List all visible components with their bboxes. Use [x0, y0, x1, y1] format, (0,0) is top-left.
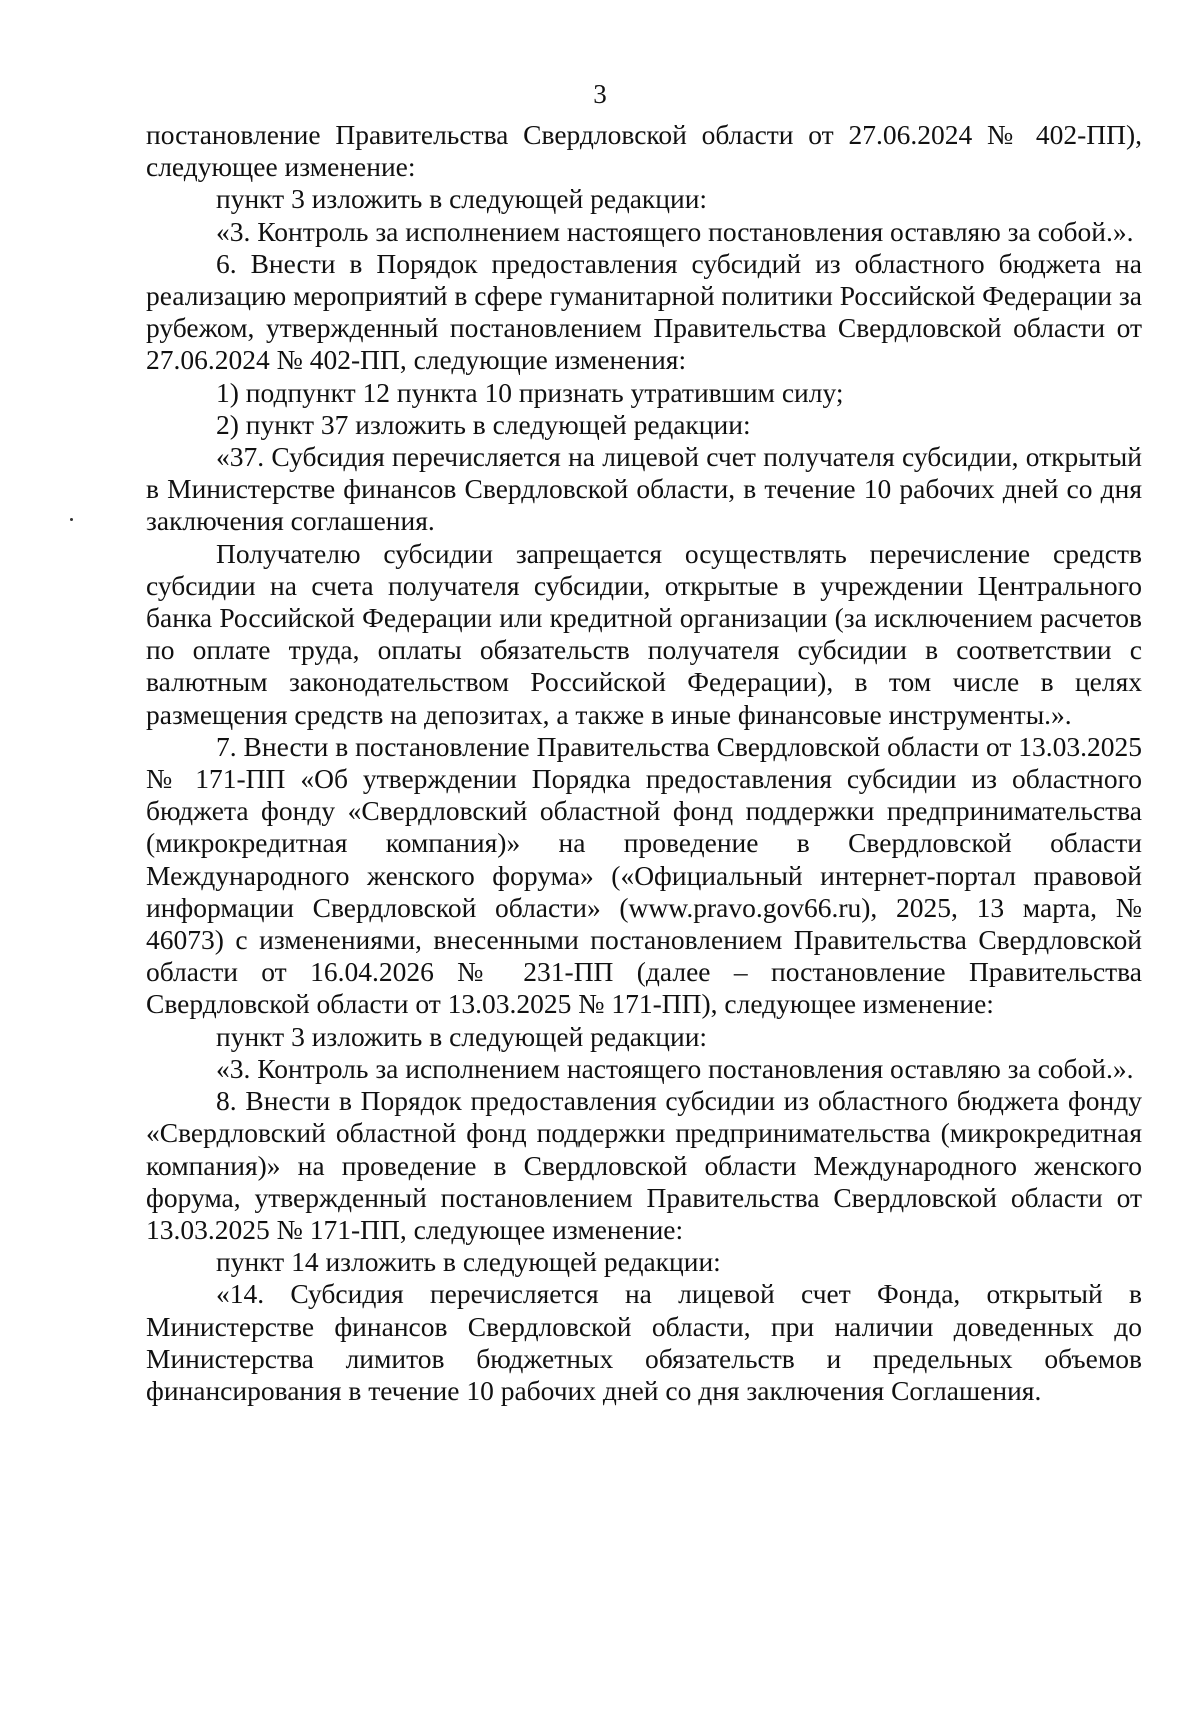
page-number: 3: [593, 79, 607, 109]
paragraph-instruction: пункт 3 изложить в следующей редакции:: [216, 183, 708, 215]
paragraph-quoted-clause: «3. Контроль за исполнением настоящего постановления оставляю за собой.».: [216, 1052, 1134, 1084]
paragraph-quoted-clause-37: «37. Субсидия перечисляется на лицевой счет получателя субсидии, открытый в Министерстве финансов Свердловской области, в течение 10 рабочих дней со дня заключения соглашения.: [146, 441, 1142, 537]
paragraph-instruction: пункт 3 изложить в следующей редакции:: [216, 1020, 708, 1052]
paragraph-continuation: постановление Правительства Свердловской области от 27.06.2024 № 402-ПП), следующее изменение:: [146, 119, 1142, 183]
paragraph-subitem-1: 1) подпункт 12 пункта 10 признать утратившим силу;: [216, 376, 844, 408]
paragraph-item-7: 7. Внести в постановление Правительства Свердловской области от 13.03.2025 № 171-ПП «Об утверждении Порядка предоставления субсидии из областного бюджета фонду «Свердловский областной фонд поддержки предпринимательства (микрокредитная компания)» на проведение в Свердловской области Международного женского форума» («Официальный интернет-портал правовой информации Свердловской области» (www.pravo.gov66.ru), 2025, 13 марта, № 46073) с изменениями, внесенными постановлением Правительства Свердловской области от 16.04.2026 № 231-ПП (далее – постановление Правительства Свердловской области от 13.03.2025 № 171-ПП), следующее изменение:: [146, 730, 1142, 1020]
paragraph-quoted-clause: «3. Контроль за исполнением настоящего постановления оставляю за собой.».: [216, 215, 1134, 247]
paragraph-instruction: пункт 14 изложить в следующей редакции:: [216, 1246, 721, 1278]
paragraph-item-6: 6. Внести в Порядок предоставления субсидий из областного бюджета на реализацию мероприятий в сфере гуманитарной политики Российской Федерации за рубежом, утвержденный постановлением Правительства Свердловской области от 27.06.2024 № 402-ПП, следующие изменения:: [146, 247, 1142, 376]
paragraph-quoted-clause-14: «14. Субсидия перечисляется на лицевой счет Фонда, открытый в Министерстве финансов Свердловской области, при наличии доведенных до Министерства лимитов бюджетных обязательств и предельных объемов финансирования в течение 10 рабочих дней со дня заключения Соглашения.: [146, 1278, 1142, 1406]
scan-speck: [70, 518, 73, 521]
paragraph-subitem-2: 2) пункт 37 изложить в следующей редакции:: [216, 408, 751, 440]
document-body: [146, 119, 1142, 1407]
paragraph-item-8: 8. Внести в Порядок предоставления субсидии из областного бюджета фонду «Свердловский областной фонд поддержки предпринимательства (микрокредитная компания)» на проведение в Свердловской области Международного женского форума, утвержденный постановлением Правительства Свердловской области от 13.03.2025 № 171-ПП, следующее изменение:: [146, 1085, 1142, 1245]
paragraph-recipient-restriction: Получателю субсидии запрещается осуществлять перечисление средств субсидии на счета получателя субсидии, открытые в учреждении Центрального банка Российской Федерации или кредитной организации (за исключением расчетов по оплате труда, оплаты обязательств получателя субсидии в соответствии с валютным законодательством Российской Федерации), в том числе в целях размещения средств на депозитах, а также в иные финансовые инструменты.».: [146, 537, 1142, 730]
